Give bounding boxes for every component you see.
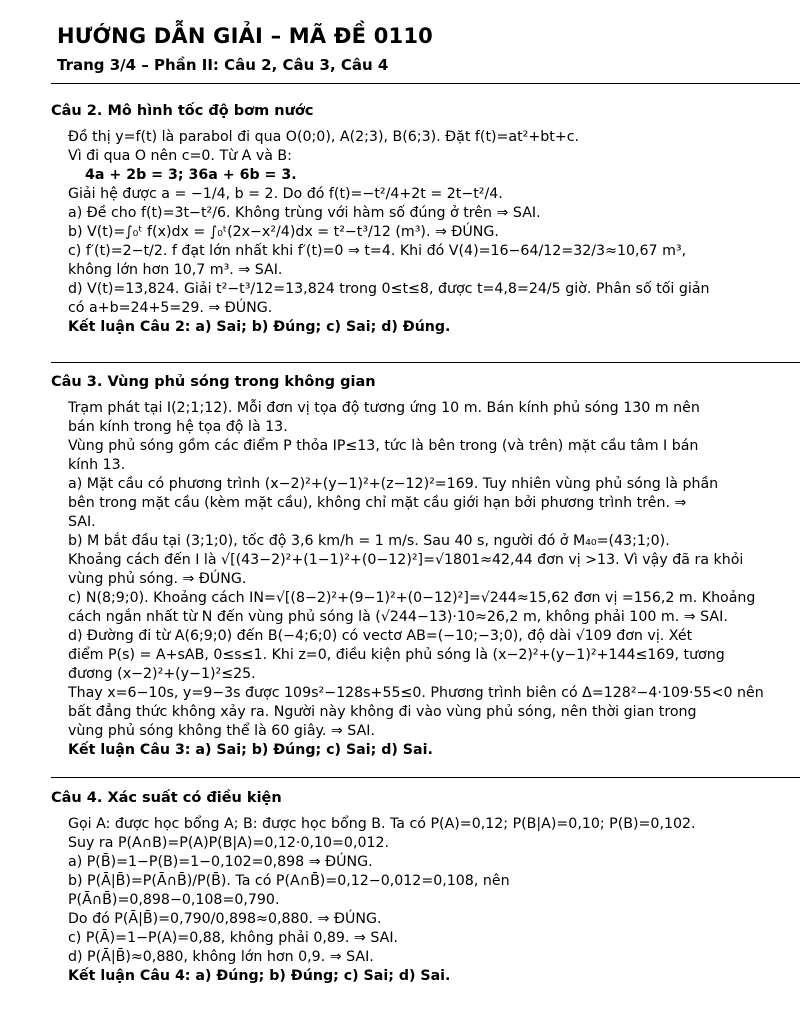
text-line: d) Đường đi từ A(6;9;0) đến B(−4;6;0) có vectơ AB=(−10;−3;0), độ dài √109 đơn vị. Xét [68,628,693,644]
text-line: c) N(8;9;0). Khoảng cách IN=√[(8−2)²+(9−1)²+(0−12)²]=√244≈15,62 đơn vị =156,2 m. Khoảng [68,590,756,606]
text-line: vùng phủ sóng. ⇒ ĐÚNG. [68,571,247,587]
text-line: đương (x−2)²+(y−1)²≤25. [68,666,256,682]
conclusion-line: Kết luận Câu 2: a) Sai; b) Đúng; c) Sai; d) Đúng. [68,319,451,335]
text-line: SAI. [68,514,96,530]
section-title: Câu 2. Mô hình tốc độ bơm nước [51,103,314,119]
text-line: kính 13. [68,457,126,473]
text-line: Trạm phát tại I(2;1;12). Mỗi đơn vị tọa độ tương ứng 10 m. Bán kính phủ sóng 130 m nên [68,400,700,416]
text-line: a) P(B̄)=1−P(B)=1−0,102=0,898 ⇒ ĐÚNG. [68,854,373,870]
page-title: HƯỚNG DẪN GIẢI – MÃ ĐỀ 0110 [57,24,433,48]
page-header [57,24,433,74]
section-title: Câu 4. Xác suất có điều kiện [51,790,282,806]
text-line: Khoảng cách đến I là √[(43−2)²+(1−1)²+(0−12)²]=√1801≈42,44 đơn vị >13. Vì vậy đã ra khỏi [68,552,744,568]
text-line: d) P(Ā|B̄)≈0,880, không lớn hơn 0,9. ⇒ SAI. [68,949,374,965]
text-line: c) P(Ā)=1−P(A)=0,88, không phải 0,89. ⇒ SAI. [68,930,399,946]
text-line: a) Mặt cầu có phương trình (x−2)²+(y−1)²+(z−12)²=169. Tuy nhiên vùng phủ sóng là phần [68,476,719,492]
conclusion-line: Kết luận Câu 3: a) Sai; b) Đúng; c) Sai; d) Sai. [68,742,433,758]
section-body [68,815,800,986]
text-line: b) M bắt đầu tại (3;1;0), tốc độ 3,6 km/h = 1 m/s. Sau 40 s, người đó ở M₄₀=(43;1;0). [68,533,670,549]
text-line: Giải hệ được a = −1/4, b = 2. Do đó f(t)=−t²/4+2t = 2t−t²/4. [68,186,503,202]
text-line: Vì đi qua O nên c=0. Từ A và B: [68,148,292,164]
text-line: vùng phủ sóng không thể là 60 giây. ⇒ SAI. [68,723,375,739]
text-line: bên trong mặt cầu (kèm mặt cầu), không chỉ mặt cầu giới hạn bởi phương trình trên. ⇒ [68,495,687,511]
equation-line: 4a + 2b = 3; 36a + 6b = 3. [85,167,297,183]
section-cau-2 [51,103,800,337]
header-divider [51,83,800,84]
text-line: Gọi A: được học bổng A; B: được học bổng B. Ta có P(A)=0,12; P(B|A)=0,10; P(B)=0,102. [68,816,696,832]
text-line: Suy ra P(A∩B)=P(A)P(B|A)=0,12·0,10=0,012. [68,835,390,851]
text-line: điểm P(s) = A+sAB, 0≤s≤1. Khi z=0, điều kiện phủ sóng là (x−2)²+(y−1)²+144≤169, tương [68,647,725,663]
text-line: bất đẳng thức không xảy ra. Người này không đi vào vùng phủ sóng, nên thời gian trong [68,704,697,720]
text-line: Đồ thị y=f(t) là parabol đi qua O(0;0), A(2;3), B(6;3). Đặt f(t)=at²+bt+c. [68,129,580,145]
page-subtitle: Trang 3/4 – Phần II: Câu 2, Câu 3, Câu 4 [57,56,389,74]
text-line: bán kính trong hệ tọa độ là 13. [68,419,288,435]
section-body [68,399,800,760]
text-line: Vùng phủ sóng gồm các điểm P thỏa IP≤13, tức là bên trong (và trên) mặt cầu tâm I bán [68,438,699,454]
text-line: cách ngắn nhất từ N đến vùng phủ sóng là (√244−13)·10≈26,2 m, không phải 100 m. ⇒ SAI. [68,609,728,625]
text-line: b) V(t)=∫₀ᵗ f(x)dx = ∫₀ᵗ(2x−x²/4)dx = t²−t³/12 (m³). ⇒ ĐÚNG. [68,224,499,240]
text-line: d) V(t)=13,824. Giải t²−t³/12=13,824 trong 0≤t≤8, được t=4,8=24/5 giờ. Phân số tối giản [68,281,710,297]
text-line: b) P(Ā|B̄)=P(Ā∩B̄)/P(B̄). Ta có P(A∩B̄)=0,12−0,012=0,108, nên [68,873,510,889]
conclusion-line: Kết luận Câu 4: a) Đúng; b) Đúng; c) Sai; d) Sai. [68,968,451,984]
section-divider [51,362,800,363]
text-line: có a+b=24+5=29. ⇒ ĐÚNG. [68,300,273,316]
section-divider [51,777,800,778]
text-line: Do đó P(Ā|B̄)=0,790/0,898≈0,880. ⇒ ĐÚNG. [68,911,382,927]
text-line: c) f′(t)=2−t/2. f đạt lớn nhất khi f′(t)=0 ⇒ t=4. Khi đó V(4)=16−64/12=32/3≈10,67 m³, [68,243,687,259]
section-cau-4 [51,790,800,986]
text-line: không lớn hơn 10,7 m³. ⇒ SAI. [68,262,283,278]
section-cau-3 [51,374,800,760]
section-body [68,128,800,337]
section-title: Câu 3. Vùng phủ sóng trong không gian [51,374,376,390]
text-line: a) Đề cho f(t)=3t−t²/6. Không trùng với hàm số đúng ở trên ⇒ SAI. [68,205,541,221]
text-line: Thay x=6−10s, y=9−3s được 109s²−128s+55≤0. Phương trình biên có Δ=128²−4·109·55<0 nên [68,685,764,701]
text-line: P(Ā∩B̄)=0,898−0,108=0,790. [68,892,280,908]
